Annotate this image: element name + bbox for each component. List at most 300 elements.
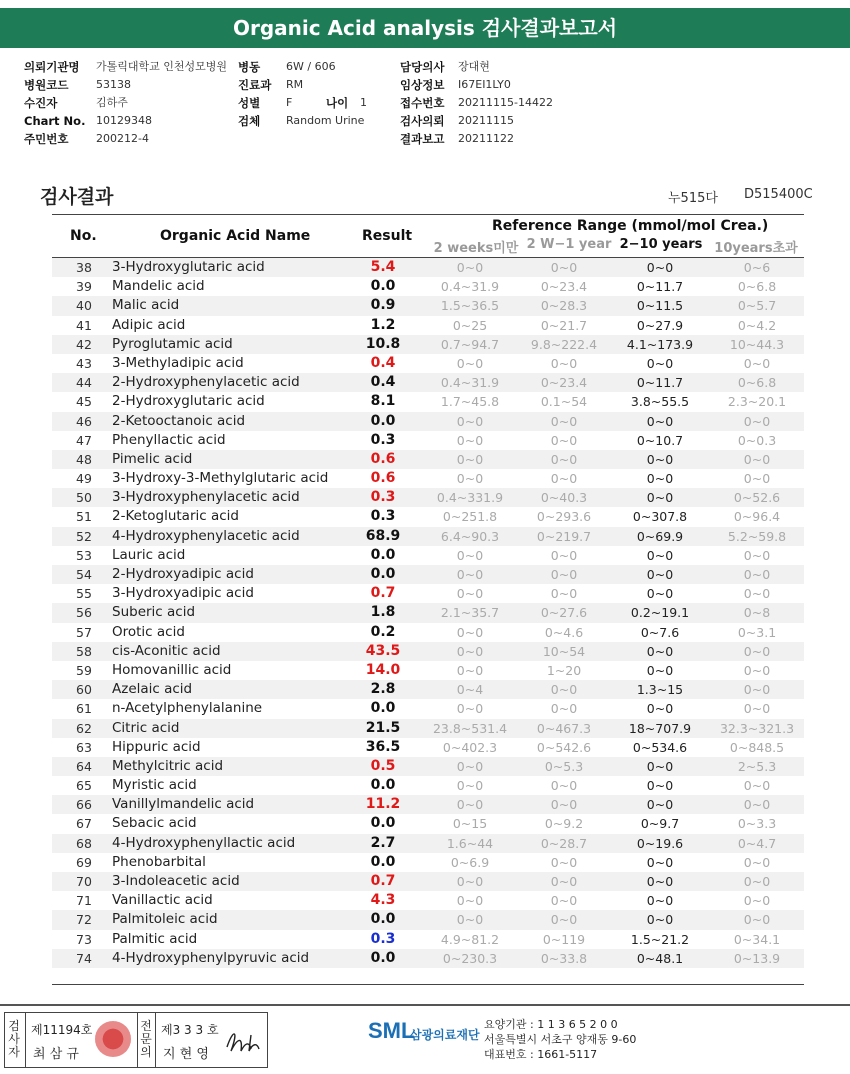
row-number: 39 bbox=[76, 279, 92, 295]
reference-range-3: 10~44.3 bbox=[729, 336, 785, 352]
acid-name: Homovanillic acid bbox=[112, 661, 232, 678]
acid-name: Vanillactic acid bbox=[112, 892, 213, 909]
reference-range-2: 4.1~173.9 bbox=[626, 336, 694, 352]
result-value: 0.0 bbox=[370, 546, 396, 563]
info-value: I67EI1LY0 bbox=[458, 78, 511, 91]
table-row bbox=[52, 546, 804, 565]
acid-name: Phenobarbital bbox=[112, 853, 206, 870]
reference-range-3: 0~0 bbox=[743, 451, 771, 467]
reference-range-0: 0~0 bbox=[456, 701, 484, 717]
reference-range-1: 0~0 bbox=[550, 797, 578, 813]
reference-range-2: 0~0 bbox=[646, 547, 674, 563]
signature-scribble bbox=[223, 1025, 263, 1059]
results-table bbox=[52, 214, 804, 968]
result-value: 8.1 bbox=[370, 393, 396, 410]
reference-range-0: 1.5~36.5 bbox=[440, 298, 500, 314]
acid-name: 3-Hydroxyphenylacetic acid bbox=[112, 489, 300, 506]
reference-range-1: 10~54 bbox=[542, 643, 586, 659]
result-value: 2.8 bbox=[370, 681, 396, 698]
reference-range-3: 2.3~20.1 bbox=[727, 394, 787, 410]
info-value: Random Urine bbox=[286, 114, 365, 127]
reference-range-2: 0~0 bbox=[646, 567, 674, 582]
reference-range-1: 0~0 bbox=[550, 432, 578, 448]
table-body bbox=[52, 258, 804, 968]
sml-logo: SML bbox=[368, 1018, 415, 1043]
reference-range-3: 0~8 bbox=[743, 605, 771, 621]
reference-range-2: 3.8~55.5 bbox=[630, 394, 690, 410]
reference-range-1: 0~0 bbox=[550, 778, 578, 794]
reference-range-3: 0~0 bbox=[743, 893, 771, 909]
table-row bbox=[52, 584, 804, 603]
acid-name: 2-Ketoglutaric acid bbox=[112, 508, 239, 525]
info-value: RM bbox=[286, 78, 304, 91]
specialist-name: 지 현 영 bbox=[163, 1047, 209, 1062]
row-number: 68 bbox=[76, 835, 92, 851]
reference-range-2: 0~0 bbox=[646, 451, 674, 467]
result-value: 0.0 bbox=[370, 911, 396, 928]
acid-name: Methylcitric acid bbox=[112, 757, 224, 774]
reference-range-0: 4.9~81.2 bbox=[440, 931, 500, 947]
acid-name: 2-Ketooctanoic acid bbox=[112, 412, 246, 429]
info-value: 20211115 bbox=[458, 114, 514, 127]
result-value: 0.6 bbox=[370, 450, 396, 467]
reference-range-3: 0~5.7 bbox=[737, 298, 777, 314]
acid-name: Azelaic acid bbox=[112, 681, 193, 698]
report-code-2: D515400C bbox=[744, 187, 813, 202]
reference-range-1: 0~27.6 bbox=[540, 605, 588, 621]
info-value: 가톨릭대학교 인천성모병원 bbox=[96, 60, 228, 73]
reference-range-2: 0~11.5 bbox=[636, 298, 684, 314]
reference-range-3: 0~0 bbox=[743, 355, 771, 371]
reference-range-0: 0~4 bbox=[456, 682, 484, 698]
reference-range-2: 0~48.1 bbox=[636, 950, 684, 966]
info-label: 검체 bbox=[238, 114, 261, 128]
info-value: F bbox=[286, 96, 293, 109]
info-value: 6W / 606 bbox=[286, 60, 336, 73]
reference-range-3: 0~4.7 bbox=[737, 835, 777, 851]
info-value: 20211122 bbox=[458, 132, 514, 145]
result-value: 0.0 bbox=[370, 853, 396, 870]
table-row bbox=[52, 373, 804, 392]
acid-name: 3-Indoleacetic acid bbox=[112, 873, 240, 889]
row-number: 42 bbox=[76, 336, 92, 352]
row-number: 64 bbox=[76, 758, 92, 774]
result-value: 21.5 bbox=[365, 719, 401, 736]
reference-range-0: 0~0 bbox=[456, 413, 484, 429]
reference-range-0: 0~15 bbox=[452, 816, 488, 832]
reference-range-2: 0~19.6 bbox=[636, 835, 684, 851]
result-value: 0.4 bbox=[370, 354, 396, 371]
reference-range-1: 0~293.6 bbox=[536, 509, 592, 525]
reference-range-3: 0~13.9 bbox=[733, 950, 781, 966]
acid-name: Suberic acid bbox=[112, 604, 196, 621]
reference-range-2: 0~0 bbox=[646, 778, 674, 794]
reference-range-1: 0.1~54 bbox=[540, 394, 588, 410]
info-label: 결과보고 bbox=[400, 132, 445, 146]
table-header bbox=[52, 214, 804, 258]
reference-range-2: 0.2~19.1 bbox=[630, 605, 690, 621]
reference-range-0: 0~0 bbox=[456, 643, 484, 659]
info-label: 임상정보 bbox=[400, 78, 445, 92]
acid-name: Malic acid bbox=[112, 297, 180, 314]
row-number: 48 bbox=[76, 451, 92, 467]
row-number: 69 bbox=[76, 854, 92, 870]
reference-range-1: 0~0 bbox=[550, 547, 578, 563]
table-row bbox=[52, 623, 804, 642]
result-value: 0.0 bbox=[370, 412, 396, 429]
table-row bbox=[52, 949, 804, 968]
header-range-1: 2 W−1 year bbox=[526, 237, 612, 252]
reference-range-1: 0~0 bbox=[550, 912, 578, 928]
reference-range-2: 0~0 bbox=[646, 854, 674, 870]
reference-range-3: 0~0 bbox=[743, 413, 771, 429]
acid-name: Vanillylmandelic acid bbox=[112, 796, 255, 813]
reference-range-3: 0~6.8 bbox=[737, 279, 777, 295]
reference-range-1: 0~0 bbox=[550, 355, 578, 371]
org-phone-line: 대표번호 : 1661-5117 bbox=[484, 1048, 598, 1061]
reference-range-3: 0~0 bbox=[743, 567, 771, 582]
table-row bbox=[52, 814, 804, 833]
reference-range-3: 0~3.3 bbox=[737, 816, 777, 832]
reference-range-0: 0~0 bbox=[456, 567, 484, 582]
table-row bbox=[52, 642, 804, 661]
report-footer bbox=[0, 1004, 850, 1074]
info-value: 20211115-14422 bbox=[458, 96, 553, 109]
reference-range-2: 0~0 bbox=[646, 797, 674, 813]
row-number: 44 bbox=[76, 375, 92, 391]
reference-range-1: 0~28.7 bbox=[540, 835, 588, 851]
table-row bbox=[52, 930, 804, 949]
reference-range-1: 0~5.3 bbox=[544, 758, 584, 774]
table-row bbox=[52, 277, 804, 296]
reference-range-2: 0~0 bbox=[646, 701, 674, 717]
row-number: 55 bbox=[76, 586, 92, 602]
reference-range-3: 32.3~321.3 bbox=[719, 720, 795, 736]
table-row bbox=[52, 296, 804, 315]
acid-name: 2-Hydroxyadipic acid bbox=[112, 566, 254, 582]
reference-range-2: 0~7.6 bbox=[640, 624, 680, 640]
organization-name: 삼광의료재단 bbox=[410, 1028, 480, 1042]
reference-range-0: 0~0 bbox=[456, 778, 484, 794]
reference-range-1: 0~0 bbox=[550, 567, 578, 582]
result-value: 0.0 bbox=[370, 566, 396, 582]
table-row bbox=[52, 834, 804, 853]
reference-range-2: 0~27.9 bbox=[636, 317, 684, 333]
reference-range-3: 0~0 bbox=[743, 797, 771, 813]
result-value: 0.7 bbox=[370, 585, 396, 602]
row-number: 62 bbox=[76, 720, 92, 736]
reference-range-2: 0~9.7 bbox=[640, 816, 680, 832]
reference-range-0: 0~0 bbox=[456, 471, 484, 487]
reference-range-1: 9.8~222.4 bbox=[530, 336, 598, 352]
reference-range-3: 0~0 bbox=[743, 662, 771, 678]
reference-range-3: 0~4.2 bbox=[737, 317, 777, 333]
header-no: No. bbox=[70, 228, 97, 244]
acid-name: 3-Hydroxy-3-Methylglutaric acid bbox=[112, 470, 329, 487]
row-number: 70 bbox=[76, 874, 92, 889]
reference-range-3: 0~6 bbox=[743, 260, 771, 275]
table-row bbox=[52, 412, 804, 431]
row-number: 57 bbox=[76, 624, 92, 640]
row-number: 63 bbox=[76, 739, 92, 755]
row-number: 59 bbox=[76, 662, 92, 678]
row-number: 51 bbox=[76, 509, 92, 525]
reference-range-1: 0~28.3 bbox=[540, 298, 588, 314]
result-value: 0.0 bbox=[370, 700, 396, 717]
reference-range-0: 0~251.8 bbox=[442, 509, 498, 525]
reference-range-1: 0~0 bbox=[550, 471, 578, 487]
result-value: 0.3 bbox=[370, 930, 396, 947]
table-row bbox=[52, 891, 804, 910]
acid-name: Pimelic acid bbox=[112, 450, 193, 467]
result-value: 0.5 bbox=[370, 757, 396, 774]
reference-range-0: 1.6~44 bbox=[446, 835, 494, 851]
table-row bbox=[52, 699, 804, 718]
info-label: 수진자 bbox=[24, 96, 58, 110]
reference-range-3: 0~96.4 bbox=[733, 509, 781, 525]
row-number: 67 bbox=[76, 816, 92, 832]
reference-range-1: 0~0 bbox=[550, 874, 578, 889]
row-number: 40 bbox=[76, 298, 92, 314]
reference-range-2: 18~707.9 bbox=[628, 720, 692, 736]
reference-range-2: 0~0 bbox=[646, 912, 674, 928]
acid-name: Lauric acid bbox=[112, 546, 186, 563]
reference-range-1: 0~0 bbox=[550, 413, 578, 429]
reference-range-1: 0~33.8 bbox=[540, 950, 588, 966]
reference-range-3: 0~34.1 bbox=[733, 931, 781, 947]
header-range-3: 10years초과 bbox=[714, 241, 798, 256]
result-value: 0.0 bbox=[370, 278, 396, 295]
result-value: 0.3 bbox=[370, 489, 396, 506]
info-value: 장대현 bbox=[458, 60, 490, 73]
table-row bbox=[52, 335, 804, 354]
reference-range-3: 0~848.5 bbox=[729, 739, 785, 755]
info-label: 의뢰기관명 bbox=[24, 60, 80, 74]
reference-range-2: 0~0 bbox=[646, 758, 674, 774]
result-value: 1.8 bbox=[370, 604, 396, 621]
tester-name: 최 삼 규 bbox=[33, 1047, 79, 1062]
specialist-license-no: 제3 3 3 호 bbox=[161, 1023, 219, 1037]
info-label: 병원코드 bbox=[24, 78, 69, 92]
signature-box bbox=[4, 1012, 268, 1068]
reference-range-0: 0~0 bbox=[456, 547, 484, 563]
reference-range-3: 0~0 bbox=[743, 643, 771, 659]
acid-name: Sebacic acid bbox=[112, 815, 197, 832]
reference-range-2: 0~0 bbox=[646, 893, 674, 909]
acid-name: 3-Hydroxyglutaric acid bbox=[112, 259, 265, 275]
reference-range-0: 0~0 bbox=[456, 355, 484, 371]
row-number: 58 bbox=[76, 643, 92, 659]
reference-range-0: 0~0 bbox=[456, 874, 484, 889]
section-title: 검사결과 bbox=[40, 186, 114, 208]
row-number: 66 bbox=[76, 797, 92, 813]
reference-range-0: 0.4~31.9 bbox=[440, 375, 500, 391]
org-address-line: 서울특별시 서초구 양재동 9-60 bbox=[484, 1033, 637, 1046]
reference-range-2: 0~0 bbox=[646, 355, 674, 371]
row-number: 45 bbox=[76, 394, 92, 410]
header-name: Organic Acid Name bbox=[160, 228, 311, 244]
reference-range-3: 0~0 bbox=[743, 547, 771, 563]
result-value: 0.3 bbox=[370, 508, 396, 525]
reference-range-0: 0~0 bbox=[456, 586, 484, 602]
acid-name: 2-Hydroxyphenylacetic acid bbox=[112, 374, 300, 391]
info-label: 주민번호 bbox=[24, 132, 69, 146]
reference-range-2: 0~11.7 bbox=[636, 375, 684, 391]
info-label: 접수번호 bbox=[400, 96, 445, 110]
result-value: 0.9 bbox=[370, 297, 396, 314]
reference-range-1: 0~21.7 bbox=[540, 317, 588, 333]
acid-name: Adipic acid bbox=[112, 316, 186, 333]
acid-name: Pyroglutamic acid bbox=[112, 335, 233, 352]
info-label: 담당의사 bbox=[400, 60, 445, 74]
reference-range-0: 0~0 bbox=[456, 893, 484, 909]
result-value: 0.0 bbox=[370, 777, 396, 794]
row-number: 65 bbox=[76, 778, 92, 794]
acid-name: Phenyllactic acid bbox=[112, 431, 226, 448]
row-number: 73 bbox=[76, 931, 92, 947]
info-label: 검사의뢰 bbox=[400, 114, 445, 128]
acid-name: 4-Hydroxyphenyllactic acid bbox=[112, 834, 296, 851]
reference-range-0: 2.1~35.7 bbox=[440, 605, 500, 621]
reference-range-1: 0~0 bbox=[550, 586, 578, 602]
table-row bbox=[52, 738, 804, 757]
reference-range-2: 0~0 bbox=[646, 413, 674, 429]
result-value: 0.4 bbox=[370, 374, 396, 391]
reference-range-3: 0~0 bbox=[743, 682, 771, 698]
reference-range-0: 6.4~90.3 bbox=[440, 528, 500, 544]
acid-name: Palmitic acid bbox=[112, 930, 198, 947]
row-number: 38 bbox=[76, 260, 92, 275]
table-row bbox=[52, 450, 804, 469]
reference-range-2: 0~307.8 bbox=[632, 509, 688, 525]
result-value: 0.6 bbox=[370, 470, 396, 487]
acid-name: Orotic acid bbox=[112, 623, 185, 640]
reference-range-3: 0~0 bbox=[743, 874, 771, 889]
reference-range-2: 0~69.9 bbox=[636, 528, 684, 544]
age-label: 나이 bbox=[326, 96, 349, 110]
row-number: 47 bbox=[76, 432, 92, 448]
reference-range-3: 0~0 bbox=[743, 471, 771, 487]
reference-range-1: 0~4.6 bbox=[544, 624, 584, 640]
report-code-1: 누515다 bbox=[668, 191, 718, 206]
reference-range-0: 0~0 bbox=[456, 662, 484, 678]
reference-range-0: 0~0 bbox=[456, 451, 484, 467]
reference-range-3: 0~0 bbox=[743, 701, 771, 717]
result-value: 0.7 bbox=[370, 873, 396, 889]
reference-range-1: 0~23.4 bbox=[540, 375, 588, 391]
table-row bbox=[52, 507, 804, 526]
info-value: 10129348 bbox=[96, 114, 152, 127]
row-number: 74 bbox=[76, 950, 92, 966]
table-row bbox=[52, 757, 804, 776]
table-row bbox=[52, 853, 804, 872]
reference-range-2: 0~0 bbox=[646, 471, 674, 487]
table-row bbox=[52, 661, 804, 680]
reference-range-1: 0~0 bbox=[550, 893, 578, 909]
result-value: 68.9 bbox=[365, 527, 401, 544]
row-number: 56 bbox=[76, 605, 92, 621]
reference-range-3: 0~6.8 bbox=[737, 375, 777, 391]
specialist-label: 전문의 bbox=[140, 1019, 152, 1059]
row-number: 54 bbox=[76, 567, 92, 582]
info-value: 200212-4 bbox=[96, 132, 149, 145]
reference-range-0: 0~6.9 bbox=[450, 854, 490, 870]
reference-range-2: 0~0 bbox=[646, 490, 674, 506]
reference-range-2: 0~11.7 bbox=[636, 279, 684, 295]
reference-range-3: 0~0 bbox=[743, 912, 771, 928]
acid-name: Citric acid bbox=[112, 719, 180, 736]
reference-range-1: 0~23.4 bbox=[540, 279, 588, 295]
table-row bbox=[52, 488, 804, 507]
table-row bbox=[52, 565, 804, 584]
acid-name: cis-Aconitic acid bbox=[112, 642, 221, 659]
table-row bbox=[52, 910, 804, 929]
table-bottom-rule bbox=[52, 984, 804, 985]
reference-range-0: 0~0 bbox=[456, 260, 484, 275]
table-row bbox=[52, 795, 804, 814]
reference-range-2: 0~0 bbox=[646, 662, 674, 678]
table-row bbox=[52, 603, 804, 622]
result-value: 11.2 bbox=[365, 796, 401, 813]
reference-range-0: 0~402.3 bbox=[442, 739, 498, 755]
table-row bbox=[52, 469, 804, 488]
reference-range-1: 0~0 bbox=[550, 682, 578, 698]
info-label: Chart No. bbox=[24, 114, 86, 128]
reference-range-0: 0.4~31.9 bbox=[440, 279, 500, 295]
info-value: 김하주 bbox=[96, 96, 128, 109]
row-number: 61 bbox=[76, 701, 92, 717]
reference-range-0: 0.4~331.9 bbox=[436, 490, 504, 506]
reference-range-3: 0~3.1 bbox=[737, 624, 777, 640]
acid-name: Myristic acid bbox=[112, 777, 197, 794]
result-value: 4.3 bbox=[370, 892, 396, 909]
table-row bbox=[52, 872, 804, 891]
reference-range-3: 5.2~59.8 bbox=[727, 528, 787, 544]
reference-range-2: 0~0 bbox=[646, 643, 674, 659]
reference-range-0: 0~25 bbox=[452, 317, 488, 333]
tester-license-no: 제11194호 bbox=[31, 1023, 93, 1037]
acid-name: n-Acetylphenylalanine bbox=[112, 700, 263, 717]
row-number: 72 bbox=[76, 912, 92, 928]
acid-name: Mandelic acid bbox=[112, 278, 205, 295]
table-row bbox=[52, 392, 804, 411]
report-title-banner: Organic Acid analysis 검사결과보고서 bbox=[0, 8, 850, 48]
reference-range-0: 0~0 bbox=[456, 432, 484, 448]
reference-range-0: 0~0 bbox=[456, 912, 484, 928]
table-row bbox=[52, 527, 804, 546]
result-value: 0.3 bbox=[370, 431, 396, 448]
row-number: 60 bbox=[76, 682, 92, 698]
acid-name: 4-Hydroxyphenylacetic acid bbox=[112, 527, 300, 544]
reference-range-0: 0~0 bbox=[456, 758, 484, 774]
header-range-0: 2 weeks미만 bbox=[433, 241, 519, 256]
table-row bbox=[52, 719, 804, 738]
table-row bbox=[52, 431, 804, 450]
reference-range-1: 0~0 bbox=[550, 451, 578, 467]
age-value: 1 bbox=[360, 96, 367, 109]
info-label: 성별 bbox=[238, 96, 261, 110]
row-number: 52 bbox=[76, 528, 92, 544]
table-row bbox=[52, 354, 804, 373]
reference-range-0: 0~230.3 bbox=[442, 950, 498, 966]
reference-range-1: 0~0 bbox=[550, 701, 578, 717]
reference-range-3: 0~0.3 bbox=[737, 432, 777, 448]
result-value: 0.0 bbox=[370, 949, 396, 966]
reference-range-0: 23.8~531.4 bbox=[432, 720, 508, 736]
acid-name: Hippuric acid bbox=[112, 738, 201, 755]
info-label: 진료과 bbox=[238, 78, 272, 92]
row-number: 49 bbox=[76, 471, 92, 487]
